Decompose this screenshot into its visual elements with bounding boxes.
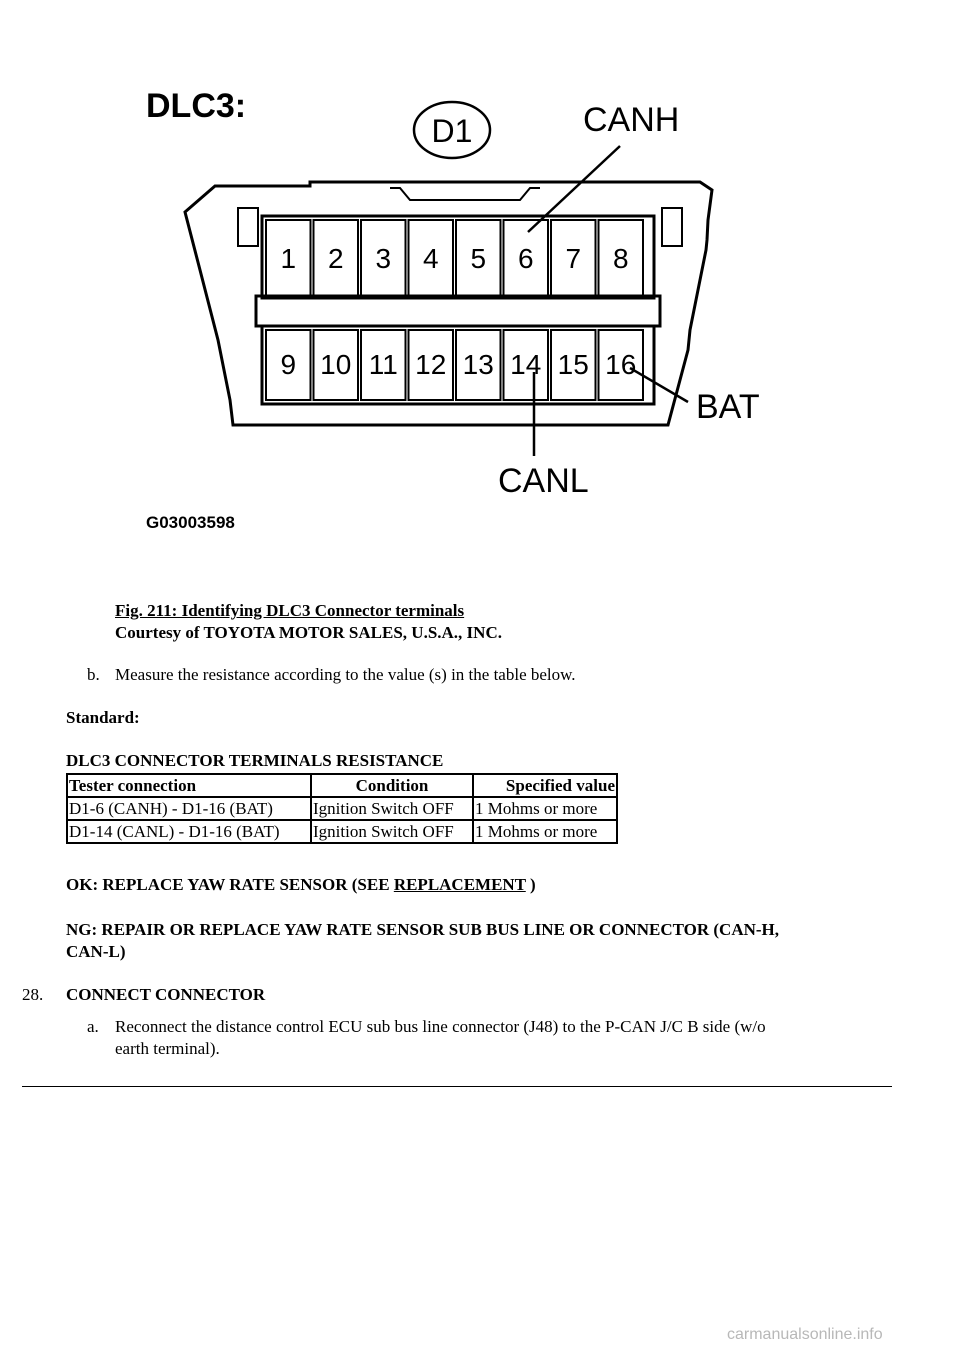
pin-label: 4 <box>422 243 439 274</box>
step-title: CONNECT CONNECTOR <box>66 985 266 1004</box>
pin-label: 12 <box>415 349 447 380</box>
right-latch <box>662 208 682 246</box>
canh-label: CANH <box>583 101 680 139</box>
pin-label: 11 <box>368 349 398 380</box>
watermark: carmanualsonline.info <box>727 1326 883 1343</box>
resistance-table <box>66 773 618 844</box>
step-a-line2: earth terminal). <box>115 1039 220 1058</box>
canl-label: CANL <box>498 462 589 500</box>
cell-condition: Ignition Switch OFF <box>311 820 473 843</box>
header-tester-connection: Tester connection <box>67 774 311 797</box>
cell-value: 1 Mohms or more <box>473 820 617 843</box>
page-divider <box>22 1086 892 1087</box>
ok-suffix: ) <box>525 875 536 894</box>
left-latch <box>238 208 258 246</box>
figure-code: G03003598 <box>146 513 235 532</box>
pin-label: 3 <box>375 243 392 274</box>
cell-connection: D1-6 (CANH) - D1-16 (BAT) <box>67 797 311 820</box>
pin-label: 7 <box>565 243 582 274</box>
center-rail <box>256 296 660 326</box>
table-row <box>67 820 617 843</box>
step-number: 28. <box>22 985 44 1004</box>
bottom-pins <box>266 330 643 400</box>
pin-label: 6 <box>517 243 534 274</box>
top-pins <box>266 220 643 296</box>
ok-prefix: OK: REPLACE YAW RATE SENSOR (SEE <box>66 875 394 894</box>
bat-label: BAT <box>696 388 760 426</box>
table-title: DLC3 CONNECTOR TERMINALS RESISTANCE <box>66 751 444 770</box>
connector-key <box>390 188 540 200</box>
cell-value: 1 Mohms or more <box>473 797 617 820</box>
ng-result-line2: CAN-L) <box>66 942 126 961</box>
table-header-row <box>67 774 617 797</box>
step-a-line1: Reconnect the distance control ECU sub bus line connector (J48) to the P-CAN J/C B side (w/o <box>115 1017 766 1036</box>
cell-connection: D1-14 (CANL) - D1-16 (BAT) <box>67 820 311 843</box>
pin-label: 14 <box>510 349 542 380</box>
step-a-marker: a. <box>87 1017 99 1036</box>
step-b-text: Measure the resistance according to the value (s) in the table below. <box>115 665 576 684</box>
header-condition: Condition <box>311 774 473 797</box>
connector-outline <box>185 182 712 425</box>
dlc3-diagram <box>0 0 960 560</box>
pin-label: 1 <box>280 243 297 274</box>
connector-id-label: D1 <box>431 113 473 149</box>
step-b-marker: b. <box>87 665 100 684</box>
pin-label: 5 <box>470 243 487 274</box>
pin-label: 13 <box>462 349 494 380</box>
standard-label: Standard: <box>66 708 140 727</box>
pin-label: 10 <box>320 349 352 380</box>
figure-caption: Fig. 211: Identifying DLC3 Connector terminals <box>115 601 465 620</box>
ok-result <box>66 875 536 895</box>
table-row <box>67 797 617 820</box>
pin-label: 16 <box>605 349 637 380</box>
pin-label: 15 <box>557 349 589 380</box>
cell-condition: Ignition Switch OFF <box>311 797 473 820</box>
pin-label: 9 <box>280 349 297 380</box>
diagram-title: DLC3: <box>146 87 247 125</box>
pin-label: 2 <box>327 243 344 274</box>
figure-courtesy: Courtesy of TOYOTA MOTOR SALES, U.S.A., INC. <box>115 623 502 642</box>
ng-result-line1: NG: REPAIR OR REPLACE YAW RATE SENSOR SUB BUS LINE OR CONNECTOR (CAN-H, <box>66 920 780 939</box>
pin-label: 8 <box>612 243 629 274</box>
header-specified-value: Specified value <box>473 774 617 797</box>
replacement-link[interactable]: REPLACEMENT <box>393 875 526 894</box>
